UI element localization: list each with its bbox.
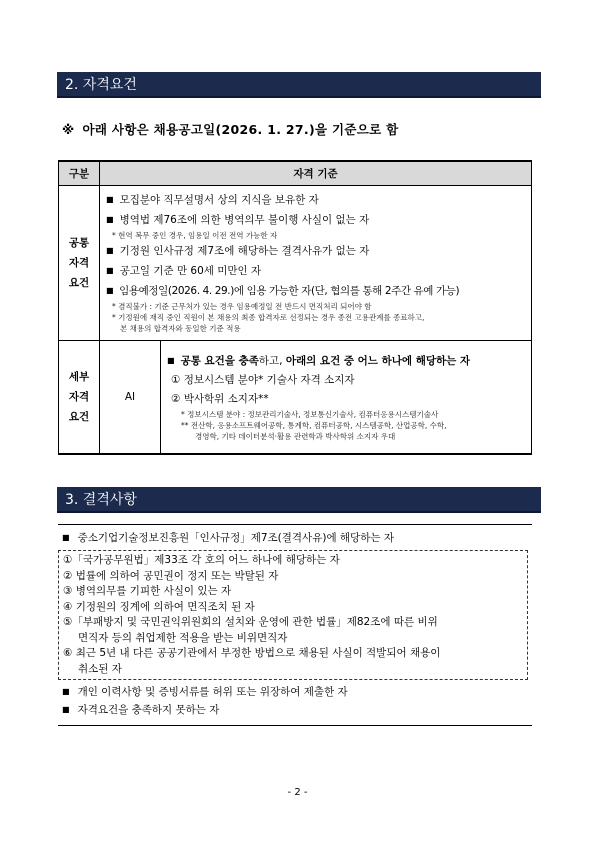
footnote: ** 전산학, 응용소프트웨어공학, 통계학, 컴퓨터공학, 시스템공학, 산업공학, 수학,	[181, 420, 447, 430]
list-item: ⑥ 최근 5년 내 다른 공공기관에서 부정한 방법으로 채용된 사실이 적발되어 채용이 취소된 자	[63, 647, 441, 675]
list-item: ② 법률에 의하여 공민권이 정지 또는 박탈된 자	[63, 569, 279, 582]
disqualification-list	[58, 524, 532, 726]
detail-row	[59, 341, 532, 455]
detail-field: AI	[100, 341, 161, 455]
col-category: 구분	[59, 161, 100, 186]
list-item: ⑤「부패방지 및 국민권익위원회의 설치와 운영에 관한 법률」제82조에 따른 비위 면직자 등의 취업제한 적용을 받는 비위면직자	[63, 616, 438, 644]
note-mark: ※	[62, 122, 75, 137]
common-criteria	[100, 186, 532, 341]
page-number: - 2 -	[287, 787, 308, 798]
table-header-row	[59, 161, 532, 186]
list-item: ①「국가공무원법」제33조 각 호의 어느 하나에 해당하는 자	[63, 554, 340, 566]
section-2-header	[57, 72, 541, 98]
section-2-title: 2. 자격요건	[65, 77, 137, 93]
footnote: * 겸직불가 : 기준 근무처가 있는 경우 임용예정일 전 반드시 면직처리 되어야 함	[112, 302, 372, 311]
list-item: ■ 개인 이력사항 및 증빙서류를 허위 또는 위장하여 제출한 자	[58, 683, 532, 701]
footnote: 경영학, 기타 데이터분석·활용 관련학과 박사학위 소지자 우대	[195, 431, 396, 441]
footnote: * 정보시스템 분야 : 정보관리기술사, 정보통신기술사, 컴퓨터응용시스템기술사	[181, 409, 439, 419]
section-3-title: 3. 결격사항	[65, 492, 137, 508]
list-item: ■ 임용예정일(2026. 4. 29.)에 임용 가능한 자(단, 협의를 통해 2주간 유예 가능)	[106, 281, 527, 301]
list-item: ④ 기정원의 징계에 의하여 면직조치 된 자	[63, 600, 255, 613]
list-item: ③ 병역의무를 기피한 사실이 있는 자	[63, 585, 232, 597]
footnote: * 기정원에 재직 중인 직원이 본 채용의 최종 합격자로 선정되는 경우 종전 고용관계를 종료하고,	[112, 313, 425, 322]
list-item: ■ 공고일 기준 만 60세 미만인 자	[106, 261, 527, 281]
note-text: 아래 사항은 채용공고일(2026. 1. 27.)을 기준으로 함	[82, 122, 399, 137]
detail-lead: ■ 공통 요건을 충족하고, 아래의 요건 중 어느 하나에 해당하는 자	[167, 351, 527, 371]
common-label: 공통 자격 요건	[59, 186, 100, 341]
footnote: 본 채용의 합격자와 동일한 기준 적용	[120, 324, 241, 333]
list-item: ■ 중소기업기술정보진흥원「인사규정」제7조(결격사유)에 해당하는 자	[58, 529, 532, 547]
list-item: ■ 기정원 인사규정 제7조에 해당하는 결격사유가 없는 자	[106, 241, 527, 261]
section-3-header	[57, 487, 541, 513]
disqualification-box	[58, 550, 528, 680]
option-item: ① 정보시스템 분야* 기술사 자격 소지자	[171, 373, 355, 386]
list-item: ■ 자격요건을 충족하지 못하는 자	[58, 701, 532, 719]
option-item: ② 박사학위 소지자**	[171, 392, 269, 405]
detail-label: 세부 자격 요건	[59, 341, 100, 455]
col-criteria: 자격 기준	[100, 161, 532, 186]
criteria-note	[62, 120, 399, 138]
detail-criteria	[161, 341, 532, 455]
requirements-table	[58, 160, 532, 455]
common-row	[59, 186, 532, 341]
footnote: * 현역 복무 중인 경우, 임용일 이전 전역 가능한 자	[112, 231, 278, 240]
list-item: ■ 병역법 제76조에 의한 병역의무 불이행 사실이 없는 자	[106, 210, 527, 230]
list-item: ■ 모집분야 직무설명서 상의 지식을 보유한 자	[106, 190, 527, 210]
